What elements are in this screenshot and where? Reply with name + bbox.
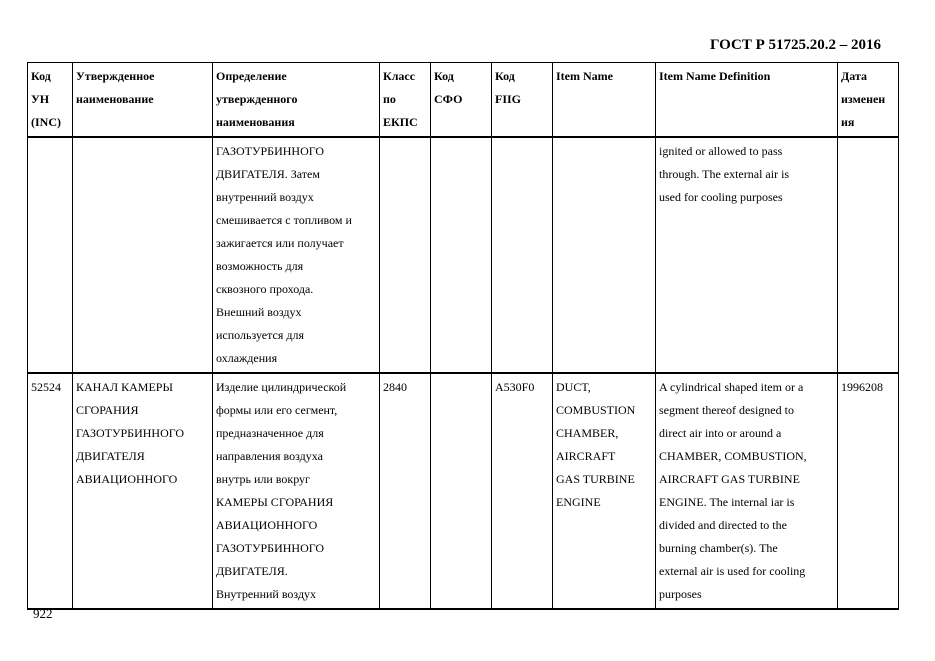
cell-approved-name bbox=[73, 137, 213, 373]
table-row bbox=[28, 137, 899, 373]
col-header-date: Дата изменен ия bbox=[838, 63, 899, 138]
cell-class: 2840 bbox=[380, 373, 431, 609]
cell-line: внутренний воздух bbox=[216, 190, 314, 204]
col-header-approved-name: Утвержденное наименование bbox=[73, 63, 213, 138]
cell-definition bbox=[213, 373, 380, 609]
cell-line: GAS TURBINE bbox=[556, 472, 635, 486]
page-number: 922 bbox=[33, 606, 53, 621]
cell-line: through. The external air is bbox=[659, 167, 790, 181]
cell-line: смешивается с топливом и bbox=[216, 213, 352, 227]
cell-approved-name bbox=[73, 373, 213, 609]
cell-definition bbox=[213, 137, 380, 373]
cell-line: используется для bbox=[216, 328, 304, 342]
cell-class bbox=[380, 137, 431, 373]
cell-item-name bbox=[553, 373, 656, 609]
col-header-definition: Определение утвержденного наименования bbox=[213, 63, 380, 138]
cell-line: сквозного прохода. bbox=[216, 282, 314, 296]
cell-line: segment thereof designed to bbox=[659, 403, 794, 417]
col-header-sfo: Код СФО bbox=[431, 63, 492, 138]
cell-line: АВИАЦИОННОГО bbox=[216, 518, 318, 532]
cell-line: purposes bbox=[659, 587, 702, 601]
col-header-class: Класс по ЕКПС bbox=[380, 63, 431, 138]
cell-line: ignited or allowed to pass bbox=[659, 144, 783, 158]
standard-header: ГОСТ Р 51725.20.2 – 2016 bbox=[710, 37, 882, 53]
cell-line: used for cooling purposes bbox=[659, 190, 783, 204]
cell-line: зажигается или получает bbox=[216, 236, 344, 250]
cell-line: предназначенное для bbox=[216, 426, 324, 440]
cell-item-name-definition bbox=[656, 137, 838, 373]
cell-item-name bbox=[553, 137, 656, 373]
cell-inc bbox=[28, 137, 73, 373]
cell-line: divided and directed to the bbox=[659, 518, 787, 532]
cell-line: ГАЗОТУРБИННОГО bbox=[76, 426, 185, 440]
col-header-item-name-definition: Item Name Definition bbox=[656, 63, 838, 138]
cell-line: ГАЗОТУРБИННОГО bbox=[216, 144, 325, 158]
cell-line: СГОРАНИЯ bbox=[76, 403, 139, 417]
cell-line: внутрь или вокруг bbox=[216, 472, 310, 486]
data-table bbox=[27, 62, 899, 610]
cell-line: Внешний воздух bbox=[216, 305, 302, 319]
col-header-item-name: Item Name bbox=[553, 63, 656, 138]
cell-line: ДВИГАТЕЛЯ bbox=[76, 449, 145, 463]
col-header-inc: Код УН (INC) bbox=[28, 63, 73, 138]
cell-line: COMBUSTION bbox=[556, 403, 636, 417]
cell-line: Внутренний воздух bbox=[216, 587, 317, 601]
cell-line: АВИАЦИОННОГО bbox=[76, 472, 178, 486]
cell-line: AIRCRAFT GAS TURBINE bbox=[659, 472, 800, 486]
cell-item-name-definition bbox=[656, 373, 838, 609]
cell-line: DUCT, bbox=[556, 380, 591, 394]
cell-fiig: A530F0 bbox=[492, 373, 553, 609]
cell-fiig bbox=[492, 137, 553, 373]
cell-sfo bbox=[431, 137, 492, 373]
cell-date bbox=[838, 137, 899, 373]
cell-sfo bbox=[431, 373, 492, 609]
cell-line: возможность для bbox=[216, 259, 304, 273]
cell-line: КАМЕРЫ СГОРАНИЯ bbox=[216, 495, 334, 509]
cell-line: ENGINE. The internal iar is bbox=[659, 495, 795, 509]
cell-line: external air is used for cooling bbox=[659, 564, 806, 578]
cell-line: ENGINE bbox=[556, 495, 601, 509]
cell-line: формы или его сегмент, bbox=[216, 403, 338, 417]
cell-line: AIRCRAFT bbox=[556, 449, 616, 463]
cell-line: CHAMBER, COMBUSTION, bbox=[659, 449, 807, 463]
cell-line: КАНАЛ КАМЕРЫ bbox=[76, 380, 173, 394]
cell-line: burning chamber(s). The bbox=[659, 541, 778, 555]
table-header-row bbox=[28, 63, 899, 138]
cell-line: направления воздуха bbox=[216, 449, 323, 463]
cell-line: ДВИГАТЕЛЯ. bbox=[216, 564, 288, 578]
cell-date: 1996208 bbox=[838, 373, 899, 609]
cell-line: direct air into or around a bbox=[659, 426, 782, 440]
col-header-fiig: Код FIIG bbox=[492, 63, 553, 138]
cell-line: охлаждения bbox=[216, 351, 278, 365]
cell-line: CHAMBER, bbox=[556, 426, 619, 440]
cell-inc: 52524 bbox=[28, 373, 73, 609]
cell-line: Изделие цилиндрической bbox=[216, 380, 347, 394]
cell-line: ГАЗОТУРБИННОГО bbox=[216, 541, 325, 555]
table-row bbox=[28, 373, 899, 609]
cell-line: A cylindrical shaped item or a bbox=[659, 380, 804, 394]
cell-line: ДВИГАТЕЛЯ. Затем bbox=[216, 167, 320, 181]
